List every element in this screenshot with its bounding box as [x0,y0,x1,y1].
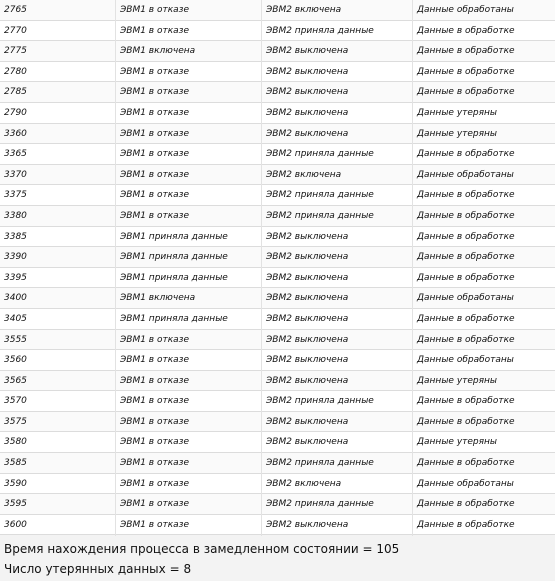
cell-evm2-state: ЭВМ2 включена [266,478,342,489]
cell-evm2-state: ЭВМ2 выключена [266,66,349,77]
column-divider [261,0,262,536]
cell-time: 2790 [4,107,27,118]
cell-data-status: Данные в обработке [417,149,515,160]
cell-data-status: Данные утеряны [417,128,498,139]
table-row [0,515,555,536]
cell-time: 3580 [4,437,27,448]
cell-evm2-state: ЭВМ2 выключена [266,107,349,118]
table-row [0,391,555,412]
cell-data-status: Данные в обработке [417,396,515,407]
cell-time: 2765 [4,5,27,15]
cell-data-status: Данные в обработке [417,499,515,510]
cell-time: 3575 [4,416,27,427]
cell-evm2-state: ЭВМ2 приняла данные [266,499,374,510]
cell-evm1-state: ЭВМ1 в отказе [120,437,189,448]
cell-time: 3405 [4,313,27,324]
cell-time: 3375 [4,190,27,201]
cell-evm2-state: ЭВМ2 приняла данные [266,210,374,221]
cell-data-status: Данные в обработке [417,190,515,201]
table-row [0,21,555,42]
summary-footer [0,536,555,581]
cell-data-status: Данные в обработке [417,66,515,77]
cell-time: 2770 [4,25,27,36]
cell-evm2-state: ЭВМ2 приняла данные [266,396,374,407]
cell-time: 3370 [4,169,27,180]
cell-evm2-state: ЭВМ2 выключена [266,416,349,427]
table-row [0,412,555,433]
cell-evm1-state: ЭВМ1 в отказе [120,169,189,180]
cell-data-status: Данные в обработке [417,334,515,345]
cell-evm1-state: ЭВМ1 в отказе [120,519,189,530]
cell-evm2-state: ЭВМ2 приняла данные [266,149,374,160]
table-row [0,185,555,206]
table-row [0,41,555,62]
cell-time: 3360 [4,128,27,139]
cell-evm1-state: ЭВМ1 приняла данные [120,252,228,263]
cell-time: 3565 [4,375,27,386]
table-row [0,144,555,165]
cell-evm2-state: ЭВМ2 выключена [266,231,349,242]
cell-data-status: Данные обработаны [417,355,514,366]
cell-time: 3390 [4,252,27,263]
cell-evm1-state: ЭВМ1 включена [120,46,196,57]
cell-evm1-state: ЭВМ1 в отказе [120,458,189,469]
table-row [0,165,555,186]
lost-data-count-text: Число утерянных данных = 8 [4,562,192,576]
cell-data-status: Данные в обработке [417,231,515,242]
table-row [0,206,555,227]
cell-data-status: Данные утеряны [417,375,498,386]
cell-time: 3380 [4,210,27,221]
cell-evm2-state: ЭВМ2 выключена [266,375,349,386]
cell-evm1-state: ЭВМ1 в отказе [120,478,189,489]
cell-data-status: Данные в обработке [417,46,515,57]
cell-data-status: Данные обработаны [417,169,514,180]
cell-evm1-state: ЭВМ1 в отказе [120,396,189,407]
cell-evm1-state: ЭВМ1 в отказе [120,499,189,510]
table-row [0,330,555,351]
cell-evm2-state: ЭВМ2 выключена [266,272,349,283]
cell-data-status: Данные в обработке [417,210,515,221]
cell-data-status: Данные в обработке [417,252,515,263]
column-divider [115,0,116,536]
cell-time: 3400 [4,293,27,304]
table-row [0,453,555,474]
table-row [0,309,555,330]
cell-evm2-state: ЭВМ2 приняла данные [266,25,374,36]
cell-evm1-state: ЭВМ1 приняла данные [120,231,228,242]
table-row [0,350,555,371]
cell-data-status: Данные утеряны [417,437,498,448]
cell-time: 2785 [4,87,27,98]
cell-evm1-state: ЭВМ1 приняла данные [120,272,228,283]
cell-evm2-state: ЭВМ2 выключена [266,313,349,324]
cell-evm1-state: ЭВМ1 в отказе [120,25,189,36]
table-row [0,103,555,124]
cell-data-status: Данные в обработке [417,313,515,324]
table-row [0,82,555,103]
cell-time: 3555 [4,334,27,345]
cell-evm2-state: ЭВМ2 выключена [266,87,349,98]
cell-evm2-state: ЭВМ2 выключена [266,437,349,448]
cell-evm1-state: ЭВМ1 приняла данные [120,313,228,324]
cell-evm1-state: ЭВМ1 в отказе [120,107,189,118]
cell-evm1-state: ЭВМ1 в отказе [120,149,189,160]
table-row [0,432,555,453]
cell-evm2-state: ЭВМ2 приняла данные [266,458,374,469]
cell-evm2-state: ЭВМ2 выключена [266,128,349,139]
cell-time: 3585 [4,458,27,469]
cell-time: 3595 [4,499,27,510]
cell-evm1-state: ЭВМ1 в отказе [120,190,189,201]
table-row [0,494,555,515]
table-row [0,124,555,145]
cell-evm1-state: ЭВМ1 в отказе [120,334,189,345]
table-row [0,371,555,392]
cell-evm1-state: ЭВМ1 в отказе [120,5,189,15]
cell-time: 3600 [4,519,27,530]
table-row [0,227,555,248]
cell-data-status: Данные в обработке [417,272,515,283]
cell-time: 3570 [4,396,27,407]
cell-time: 2780 [4,66,27,77]
cell-evm2-state: ЭВМ2 выключена [266,519,349,530]
cell-evm1-state: ЭВМ1 в отказе [120,355,189,366]
cell-data-status: Данные обработаны [417,5,514,15]
cell-evm1-state: ЭВМ1 в отказе [120,87,189,98]
cell-evm2-state: ЭВМ2 выключена [266,293,349,304]
table-row [0,247,555,268]
cell-data-status: Данные в обработке [417,458,515,469]
cell-evm2-state: ЭВМ2 выключена [266,252,349,263]
column-divider [412,0,413,536]
cell-evm1-state: ЭВМ1 включена [120,293,196,304]
cell-evm1-state: ЭВМ1 в отказе [120,210,189,221]
cell-evm2-state: ЭВМ2 включена [266,5,342,15]
table-row [0,0,555,21]
cell-evm2-state: ЭВМ2 выключена [266,334,349,345]
cell-time: 3560 [4,355,27,366]
cell-data-status: Данные обработаны [417,293,514,304]
cell-data-status: Данные обработаны [417,478,514,489]
cell-time: 3365 [4,149,27,160]
cell-time: 3395 [4,272,27,283]
cell-data-status: Данные в обработке [417,416,515,427]
table-row [0,268,555,289]
cell-time: 3385 [4,231,27,242]
table-row [0,288,555,309]
cell-data-status: Данные в обработке [417,519,515,530]
cell-evm2-state: ЭВМ2 выключена [266,355,349,366]
cell-evm1-state: ЭВМ1 в отказе [120,66,189,77]
cell-evm1-state: ЭВМ1 в отказе [120,128,189,139]
cell-evm2-state: ЭВМ2 включена [266,169,342,180]
cell-time: 3590 [4,478,27,489]
cell-data-status: Данные в обработке [417,25,515,36]
cell-data-status: Данные в обработке [417,87,515,98]
cell-evm1-state: ЭВМ1 в отказе [120,416,189,427]
table-row [0,62,555,83]
cell-evm2-state: ЭВМ2 выключена [266,46,349,57]
cell-time: 2775 [4,46,27,57]
slow-state-time-text: Время нахождения процесса в замедленном состоянии = 105 [4,542,400,556]
cell-evm2-state: ЭВМ2 приняла данные [266,190,374,201]
cell-data-status: Данные утеряны [417,107,498,118]
cell-evm1-state: ЭВМ1 в отказе [120,375,189,386]
table-row [0,474,555,495]
